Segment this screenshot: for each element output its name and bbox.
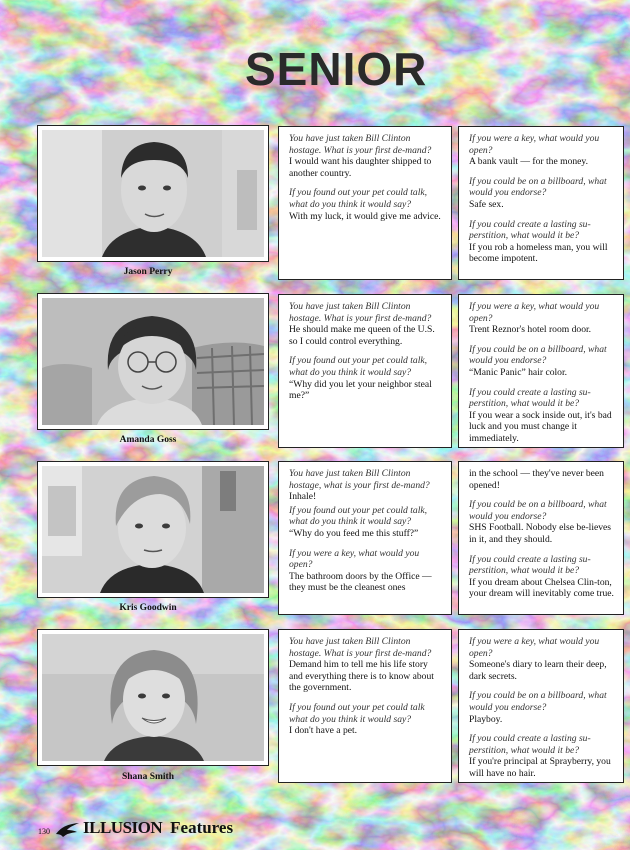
answer: If you're principal at Sprayberry, you will have no hair. (469, 756, 611, 779)
answer: If you wear a sock inside out, it's bad luck and you must change it immediately. (469, 409, 612, 444)
questions-left (278, 126, 452, 280)
question: If you could create a lasting su-perstition, what would it be? (469, 386, 591, 410)
question: If you found out your pet could talk, what do you think it would say? (289, 187, 428, 210)
answer: If you rob a homeless man, you will become impotent. (469, 241, 608, 265)
answer: “Manic Panic” hair color. (469, 366, 568, 378)
portrait-photo-kris (42, 466, 264, 593)
publication-name: ILLUSION (83, 818, 163, 837)
answer: With my luck, it would give me advice. (289, 210, 441, 222)
question: If you were a key, what would you open? (469, 133, 600, 156)
student-photo (37, 125, 269, 262)
portrait-photo-shana (42, 634, 264, 761)
answer: I don't have a pet. (289, 725, 358, 737)
student-name: Jason Perry (123, 267, 173, 277)
answer: “Why do you feed me this stuff?” (289, 527, 419, 539)
student-name: Amanda Goss (119, 435, 177, 445)
bird-icon (55, 822, 81, 838)
question: You have just taken Bill Clinton hostage. What is your first de-mand? (289, 133, 432, 156)
answer: Inhale! (289, 491, 317, 503)
question: If you could create a lasting su-perstition, what would it be? (469, 218, 591, 242)
questions-left (278, 461, 452, 615)
answer: If you dream about Chelsea Clin-ton, your dream will inevitably come true. (469, 576, 614, 600)
question: If you could create a lasting su-perstition, what would it be? (469, 553, 591, 577)
question: If you could create a lasting su-perstition, what would it be? (469, 733, 591, 756)
student-photo (37, 629, 269, 766)
portrait-photo-jason (42, 130, 264, 257)
page-number: 130 (38, 827, 50, 836)
page-title: SENIOR (245, 43, 428, 95)
question: If you were a key, what would you open? (289, 547, 420, 571)
questions-right (458, 461, 624, 615)
student-photo (37, 293, 269, 430)
question: If you could be on a billboard, what would you endorse? (469, 690, 607, 713)
question: If you could be on a billboard, what would you endorse? (469, 499, 607, 522)
student-name: Shana Smith (121, 772, 174, 782)
questions-right (458, 126, 624, 280)
questions-left (278, 629, 452, 783)
answer: Demand him to tell me his life story and everything there is to know about the government. (289, 659, 434, 694)
question: If you could be on a billboard, what would you endorse? (469, 343, 607, 367)
student-name: Kris Goodwin (119, 603, 177, 613)
answer: SHS Football. Nobody else be-lieves in it, and they should. (469, 522, 612, 545)
answer: Someone's diary to learn their deep, dark secrets. (469, 659, 607, 682)
answer: Playboy. (469, 713, 503, 725)
answer-continued: in the school — they've never been opened! (469, 468, 604, 491)
question: You have just taken Bill Clinton hostage. What is your first de-mand? (289, 301, 432, 324)
answer: A bank vault — for the money. (469, 156, 589, 168)
answer: Safe sex. (469, 198, 504, 210)
question: You have just taken Bill Clinton hostage. What is your first de-mand? (289, 636, 432, 659)
questions-left (278, 294, 452, 448)
question: If you were a key, what would you open? (469, 636, 600, 659)
answer: “Why did you let your neighbor steal me?” (289, 378, 432, 402)
questions-right (458, 629, 624, 783)
answer: Trent Reznor's hotel room door. (469, 324, 592, 336)
question: If you found out your pet could talk, what do you think it would say? (289, 355, 428, 378)
question: If you could be on a billboard, what would you endorse? (469, 175, 607, 199)
page-footer (38, 814, 233, 838)
question: If you found out your pet could talk, what do you think it would say? (289, 504, 428, 528)
question: If you were a key, what would you open? (469, 301, 600, 324)
questions-right (458, 294, 624, 448)
question: You have just taken Bill Clinton hostage, what is your first de-mand? (289, 468, 430, 491)
question: If you found out your pet could talk what do you think it would say? (289, 701, 425, 725)
answer: He should make me queen of the U.S. so I could control everything. (289, 324, 435, 347)
section-name: Features (170, 818, 234, 837)
answer: I would want his daughter shipped to another country. (289, 156, 432, 179)
answer: The bathroom doors by the Office — they must be the cleanest ones (289, 570, 432, 594)
portrait-photo-amanda (42, 298, 264, 425)
student-photo (37, 461, 269, 598)
